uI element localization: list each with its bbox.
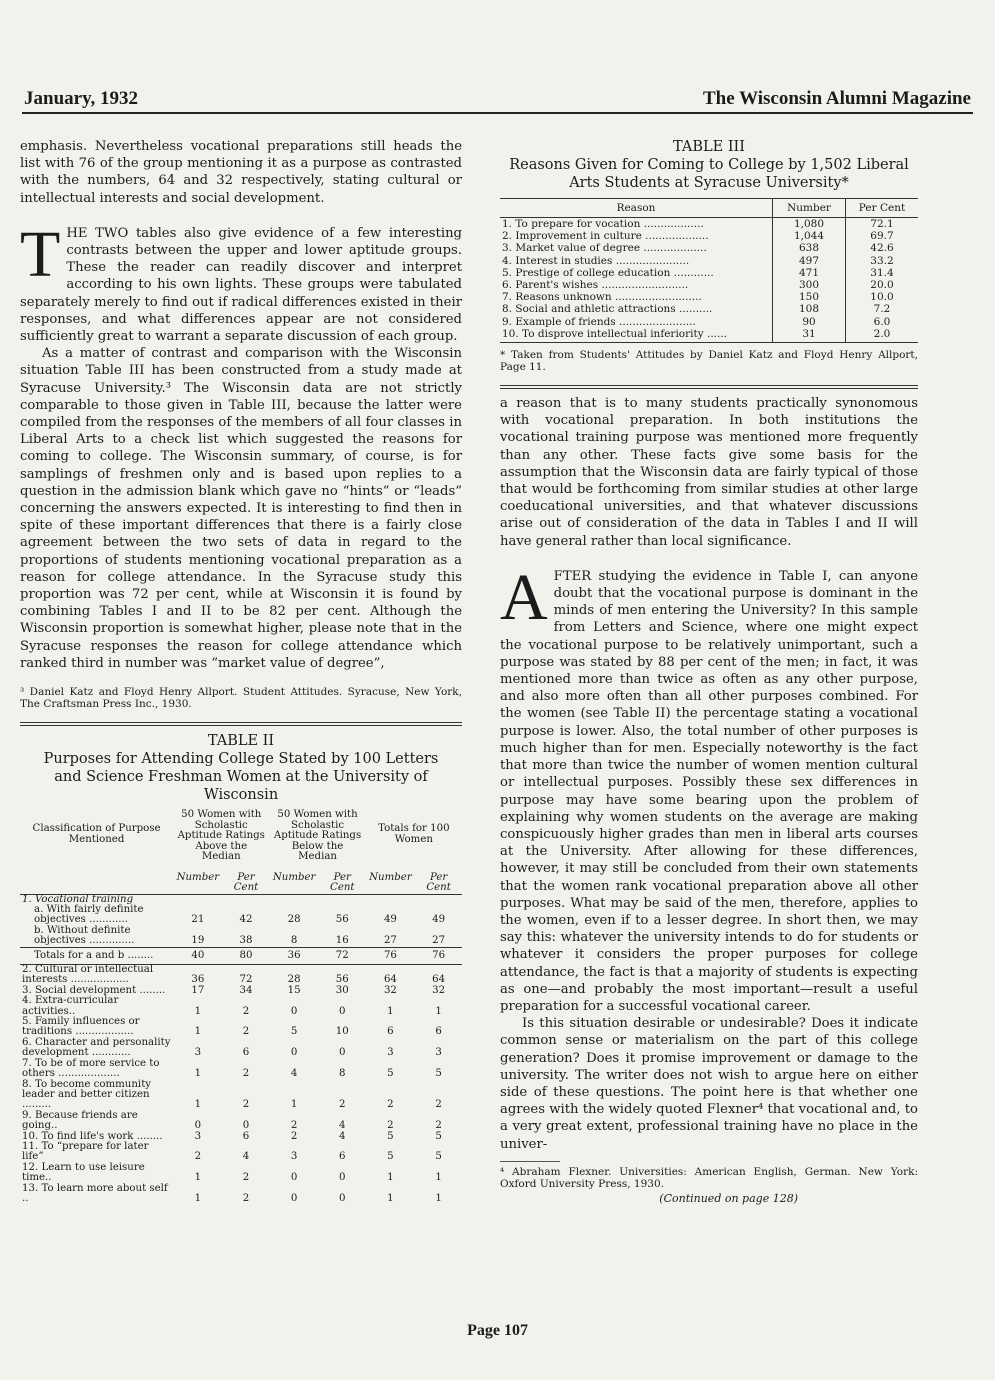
table-row (500, 303, 918, 315)
magazine-title: The Wisconsin Alumni Magazine (703, 88, 971, 109)
row-label: 1. Vocational training (22, 893, 134, 905)
cell-value: 1 (387, 1192, 394, 1204)
cell-value: 4 (242, 1151, 250, 1163)
cell-reason: 1. To prepare for vocation .................. (502, 218, 704, 230)
cell-reason: 7. Reasons unknown .......................... (502, 291, 702, 304)
table-row (20, 1111, 462, 1132)
cell-value: 27 (383, 935, 397, 947)
subhead-percent: Per Cent (415, 863, 462, 895)
left-column (20, 138, 462, 1204)
drop-cap: A (500, 560, 548, 634)
cell-value: 38 (239, 935, 253, 947)
col-number: Number (773, 199, 846, 218)
table-ii-title: TABLE II (207, 733, 275, 750)
cell-value: 2 (290, 1120, 298, 1132)
cell-value: 5 (387, 1130, 394, 1142)
cell-value: 3 (194, 1047, 202, 1059)
cell-value: 3 (387, 1047, 394, 1059)
cell-value: 49 (432, 914, 446, 926)
cell-value: 64 (432, 974, 446, 986)
cell-reason: 9. Example of friends ....................... (502, 315, 696, 328)
table-row (500, 328, 918, 343)
cell-value (173, 894, 223, 905)
cell-value: 6 (242, 1130, 250, 1142)
cell-pct: 6.0 (846, 316, 919, 328)
cell-value: 0 (339, 1192, 346, 1204)
cell-value: 72 (239, 974, 253, 986)
cell-number: 1,044 (773, 230, 846, 242)
cell-number: 471 (773, 267, 846, 279)
cell-value: 2 (242, 1026, 250, 1038)
cell-reason: 4. Interest in studies ...................... (502, 254, 690, 267)
cell-value: 34 (239, 984, 253, 996)
cell-value: 1 (194, 1005, 202, 1017)
cell-value: 2 (339, 1099, 346, 1111)
cell-value: 1 (194, 1099, 202, 1111)
table-row (20, 905, 462, 926)
subhead-percent: Per Cent (223, 863, 270, 895)
table-row (20, 1080, 462, 1111)
cell-value: 8 (290, 935, 298, 947)
cell-reason: 2. Improvement in culture ................... (502, 230, 709, 243)
row-label: b. Without definite objectives .............. (34, 924, 135, 947)
cell-pct: 69.7 (846, 230, 919, 242)
cell-number: 90 (773, 316, 846, 328)
row-label: 8. To become community leader and better citizen ......... (22, 1078, 152, 1111)
row-label: 12. Learn to use leisure time.. (22, 1161, 145, 1184)
cell-pct: 72.1 (846, 218, 919, 231)
table-row (500, 291, 918, 303)
cell-value: 0 (242, 1120, 250, 1132)
cell-pct: 42.6 (846, 242, 919, 254)
cell-value: 5 (435, 1130, 442, 1142)
cell-value: 56 (335, 914, 349, 926)
cell-pct: 20.0 (846, 279, 919, 291)
subhead-number: Number (366, 863, 416, 895)
subhead-number: Number (173, 863, 223, 895)
table-row (500, 279, 918, 291)
paragraph: AFTER studying the evidence in Table I, can anyone doubt that the vocational purpose is dominant in the minds of men entering the University? In this sample from Letters and Science, where one might expect the vocational purpose to be relatively unimportant, such a purpose was stated by 88 per cent of the men; in fact, it was mentioned more than twice as often as any other purpose, and also more often than all other purposes combined. For the women (see Table II) the percentage stating a vocational purpose is lower. Also, the total number of other purposes is much higher than for men. Especially noteworthy is the fact that more than twice the number of women mention cultural or intellectual purposes. Possibly these sex differences in purpose may have some bearing upon the problem of explaining why women students on the average are making conspicuously higher grades than men in liberal arts courses at the University. After allowing for these differences, however, it may still be concluded from their own statements that the women rank vocational preparation above all other purposes. What may be said of the men, therefore, applies to the women, even if to a lesser degree. In short then, we may say this: whatever the university intends to do for students or whatever it considers the proper purposes for college attendance, the fact is that a majority of students is expecting as one—and probably the most important—result a useful preparation for a successful vocational career. (500, 560, 918, 1014)
cell-value: 1 (387, 1172, 394, 1184)
subhead-percent: Per Cent (319, 863, 366, 895)
cell-value: 30 (335, 984, 349, 996)
cell-value (366, 894, 416, 905)
cell-value: 1 (194, 1068, 202, 1080)
paragraph: a reason that is to many students practically synonomous with vocational preparation. In both institutions the vocational training purpose was mentioned more frequently than any other. These facts give some basis for the assumption that the Wisconsin data are fairly typical of those that would be forthcoming from similar studies at other large coeducational universities, and that whatever discussions arise out of consideration of the data in Tables I and II will have general rather than local significance. (500, 396, 918, 549)
table-row (500, 267, 918, 279)
cell-value (269, 894, 319, 905)
cell-reason: 6. Parent's wishes .......................... (502, 279, 689, 292)
table-iii-subtitle: Reasons Given for Coming to College by 1,502 Liberal Arts Students at Syracuse University* (509, 157, 909, 191)
cell-value: 3 (435, 1047, 442, 1059)
cell-value: 0 (290, 1192, 298, 1204)
row-label: 3. Social development ........ (22, 984, 166, 996)
cell-value: 0 (339, 1172, 346, 1184)
table-ii-subtitle: Purposes for Attending College Stated by 100 Letters and Science Freshman Women at the University of Wisconsin (43, 751, 439, 804)
cell-value: 15 (287, 984, 301, 996)
continued-note: (Continued on page 128) (659, 1191, 798, 1205)
table-row (20, 926, 462, 947)
cell-number: 638 (773, 242, 846, 254)
cell-pct: 33.2 (846, 255, 919, 267)
cell-value: 0 (339, 1047, 346, 1059)
issue-date: January, 1932 (24, 88, 139, 109)
cell-value: 8 (339, 1068, 346, 1080)
cell-value: 1 (435, 1192, 442, 1204)
row-label: 2. Cultural or intellectual interests .................. (22, 964, 154, 986)
cell-reason: 10. To disprove intellectual inferiority ...... (500, 328, 773, 343)
col-above-median: 50 Women with Scholastic Aptitude Ratings Above the Median (177, 809, 265, 863)
cell-value: 4 (290, 1068, 298, 1080)
cell-value: 5 (387, 1151, 394, 1163)
cell-value (223, 894, 270, 905)
cell-value: 5 (290, 1026, 298, 1038)
row-label: 10. To find life's work ........ (22, 1130, 163, 1142)
footnote: ⁴ Abraham Flexner. Universities: American English, German. New York: Oxford University Press, 1930. (500, 1165, 918, 1190)
right-column (500, 138, 918, 1205)
cell-value: 64 (383, 974, 397, 986)
cell-value: 42 (239, 914, 253, 926)
cell-value: 2 (290, 1130, 298, 1142)
cell-pct: 31.4 (846, 267, 919, 279)
cell-value: 1 (194, 1172, 202, 1184)
cell-value: 1 (387, 1005, 394, 1017)
drop-cap: T (20, 217, 61, 291)
cell-value: 6 (242, 1047, 250, 1059)
table-row (20, 1017, 462, 1038)
row-label: 9. Because friends are going.. (22, 1109, 138, 1132)
table-row (500, 230, 918, 242)
divider (20, 722, 462, 726)
table-row (500, 316, 918, 328)
cell-value: 16 (335, 935, 349, 947)
cell-value: 2 (242, 1068, 250, 1080)
cell-value: 1 (290, 1099, 298, 1111)
col-totals: Totals for 100 Women (378, 823, 450, 845)
row-label: a. With fairly definite objectives ............ (34, 904, 144, 926)
table-row (20, 1038, 462, 1059)
subhead-number: Number (269, 863, 319, 895)
cell-value: 3 (290, 1151, 298, 1163)
cell-value: 32 (432, 984, 446, 996)
col-reason: Reason (500, 199, 773, 218)
cell-reason: 3. Market value of degree ................... (502, 242, 707, 255)
cell-value: 5 (435, 1151, 442, 1163)
table-row (20, 1184, 462, 1205)
paragraph: emphasis. Nevertheless vocational preparations still heads the list with 76 of the group mentioning it as a purpose as contrasted with the numbers, 64 and 32 respectively, stating cultural or intellectual interests and social development. (20, 139, 462, 206)
cell-value: 0 (290, 1005, 298, 1017)
cell-value: 0 (290, 1172, 298, 1184)
cell-value: 17 (191, 984, 205, 996)
row-label: 6. Character and personality development ............ (22, 1036, 171, 1059)
cell-value (319, 894, 366, 905)
footnote: ³ Daniel Katz and Floyd Henry Allport. Student Attitudes. Syracuse, New York, The Craftsman Press Inc., 1930. (20, 686, 462, 711)
cell-value: 1 (194, 1026, 202, 1038)
table-row (20, 1142, 462, 1163)
cell-value: 6 (387, 1026, 394, 1038)
cell-value: 2 (387, 1120, 394, 1132)
cell-value: 2 (242, 1192, 250, 1204)
table-iii-title: TABLE III (672, 139, 745, 155)
table-ii (20, 810, 462, 1204)
cell-value: 10 (335, 1026, 349, 1038)
cell-value: 27 (432, 935, 446, 947)
cell-reason: 5. Prestige of college education ............ (502, 266, 714, 279)
cell-value: 19 (191, 935, 205, 947)
cell-number: 1,080 (773, 218, 846, 231)
cell-value: 2 (435, 1099, 442, 1111)
cell-value: 2 (435, 1120, 442, 1132)
divider (500, 385, 918, 389)
cell-value: 3 (194, 1130, 202, 1142)
col-classification: Classification of Purpose Mentioned (32, 823, 161, 845)
cell-number: 300 (773, 279, 846, 291)
paragraph: Is this situation desirable or undesirable? Does it indicate common sense or materialism on the part of this college generation? Does it promise improvement or damage to the university. The writer does not wish to argue here on either side of these questions. The point here is that whether one agrees with the widely quoted Flexner⁴ that vocational and, to a very great extent, professional training have no place in the univer- (500, 1016, 918, 1152)
cell-value: 56 (335, 974, 349, 986)
row-label: 13. To learn more about self .. (22, 1182, 168, 1204)
cell-value (415, 894, 462, 905)
col-percent: Per Cent (846, 199, 919, 218)
row-label: 7. To be of more service to others ................... (22, 1057, 160, 1080)
cell-value: 1 (435, 1005, 442, 1017)
cell-number: 150 (773, 291, 846, 303)
col-below-median: 50 Women with Scholastic Aptitude Ratings Below the Median (273, 809, 362, 863)
cell-value: 5 (387, 1068, 394, 1080)
cell-value: 2 (194, 1151, 202, 1163)
cell-value: 5 (435, 1068, 442, 1080)
cell-value: 6 (435, 1026, 442, 1038)
paragraph: THE TWO tables also give evidence of a few interesting contrasts between the upper and lower aptitude groups. These the reader can readily discover and interpret according to his own lights. These groups were tabulated separately merely to find out if radical differences existed in their responses, and what differences appear are not considered sufficiently great to warrant a separate discussion of each group. (20, 217, 462, 345)
cell-value: 32 (383, 984, 397, 996)
table-row (500, 242, 918, 254)
cell-number: 497 (773, 255, 846, 267)
table-row (20, 1059, 462, 1080)
cell-value: 0 (339, 1005, 346, 1017)
cell-value: 1 (194, 1192, 202, 1204)
cell-value: 4 (339, 1120, 346, 1132)
table-iii-note: * Taken from Students' Attitudes by Daniel Katz and Floyd Henry Allport, Page 11. (500, 349, 918, 374)
page-number: Page 107 (467, 1322, 528, 1339)
cell-value: 36 (191, 974, 205, 986)
cell-value: 4 (339, 1130, 346, 1142)
table-row (20, 1163, 462, 1184)
cell-value: 49 (383, 914, 397, 926)
cell-value: 0 (194, 1120, 202, 1132)
cell-value: 21 (191, 914, 205, 926)
cell-pct: 10.0 (846, 291, 919, 303)
table-row (20, 996, 462, 1017)
row-label: 4. Extra-curricular activities.. (22, 995, 119, 1017)
row-label: 5. Family influences or traditions .................. (22, 1016, 140, 1038)
cell-value: 28 (287, 974, 301, 986)
cell-number: 108 (773, 303, 846, 315)
table-row (500, 218, 918, 231)
cell-pct: 7.2 (846, 303, 919, 315)
cell-reason: 8. Social and athletic attractions .......... (502, 303, 713, 316)
cell-value: 2 (242, 1172, 250, 1184)
row-label: 11. To “prepare for later life” (22, 1140, 149, 1163)
table-iii (500, 198, 918, 343)
running-header (22, 86, 973, 114)
paragraph: As a matter of contrast and comparison with the Wisconsin situation Table III has been constructed from a study made at Syracuse University.³ The Wisconsin data are not strictly comparable to those given in Table III, because the latter were compiled from the responses of the members of all four classes in Liberal Arts to a check list which suggested the reasons for coming to college. The Wisconsin summary, of course, is for samplings of freshmen only and is based upon replies to a question in the admission blank which gave no “hints” or “leads” concerning the answers expected. It is interesting to find then in spite of these important differences that there is a fairly close agreement between the two sets of data in regard to the proportions of students mentioning vocational preparation as a reason for college attendance. In the Syracuse study this proportion was 72 per cent, while at Wisconsin it is found by combining Tables I and II to be 82 per cent. Although the Wisconsin proportion is somewhat higher, please note that in the Syracuse responses the reason for college attendance which ranked third in number was “market value of degree”, (20, 346, 462, 671)
cell-number: 31 (773, 328, 846, 343)
cell-value: 6 (339, 1151, 346, 1163)
cell-value: 28 (287, 914, 301, 926)
totals-row: Totals for a and b ........ 40 80 36 72 76 76 (20, 947, 462, 964)
cell-value: 1 (435, 1172, 442, 1184)
cell-value: 0 (290, 1047, 298, 1059)
table-row (500, 255, 918, 267)
cell-pct: 2.0 (846, 328, 919, 343)
cell-value: 2 (387, 1099, 394, 1111)
cell-value: 2 (242, 1005, 250, 1017)
cell-value: 2 (242, 1099, 250, 1111)
table-row (20, 965, 462, 986)
